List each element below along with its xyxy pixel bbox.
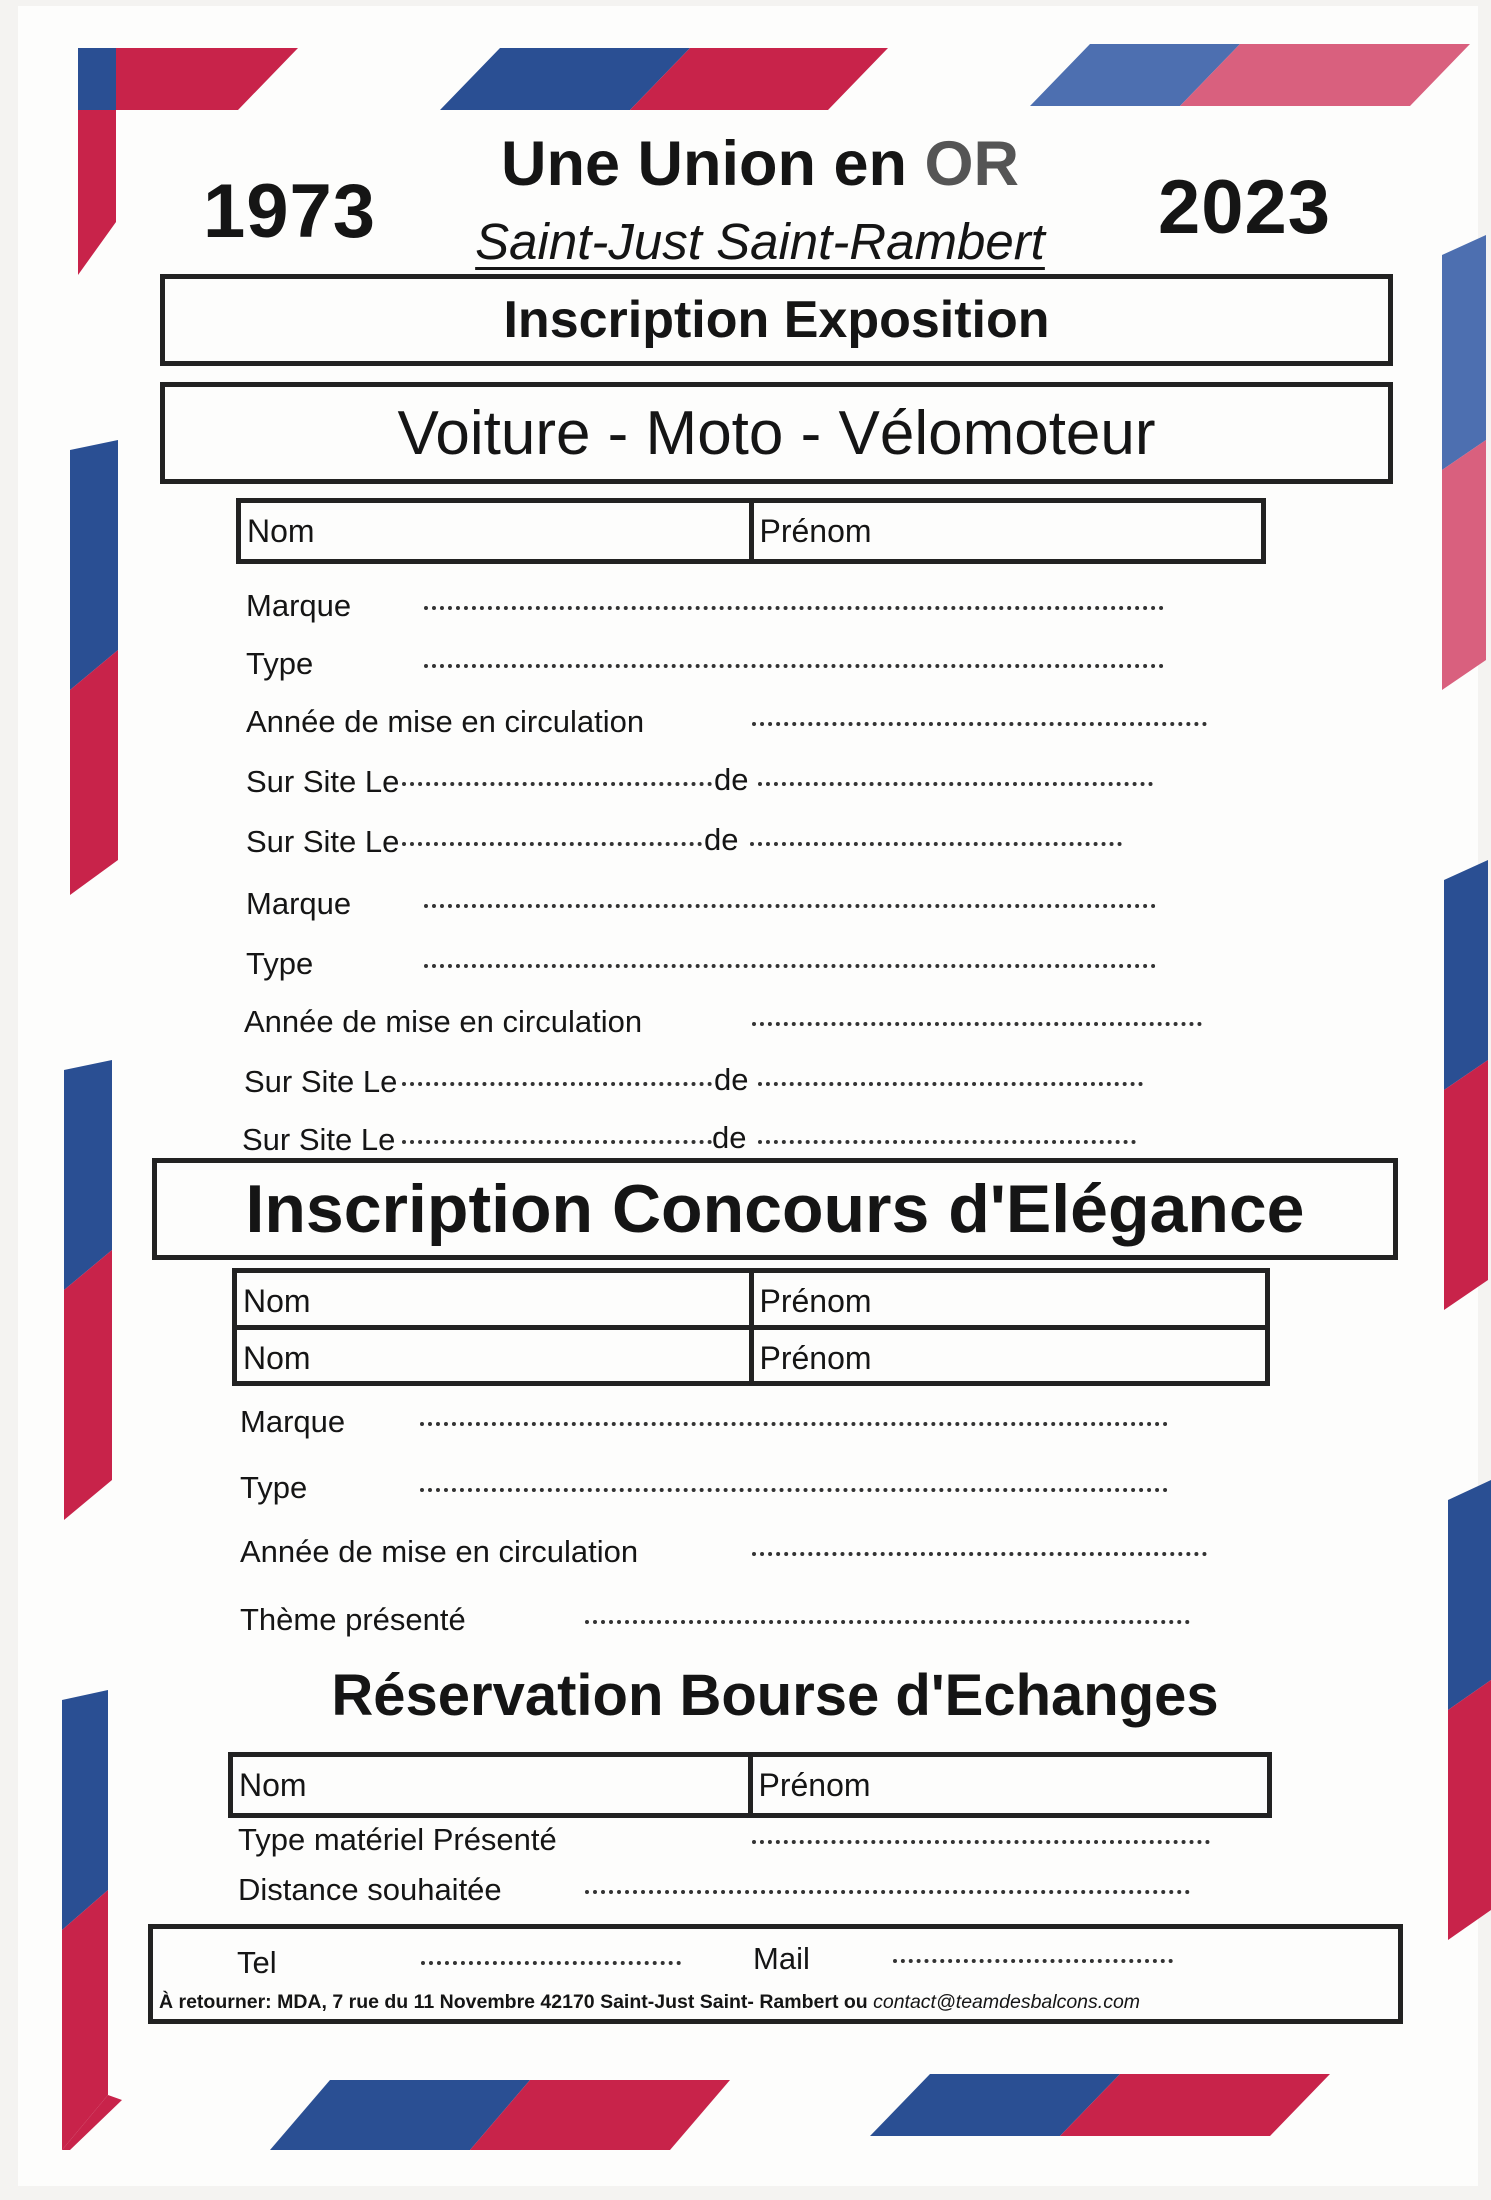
title-highlight: OR: [924, 129, 1019, 199]
annee-label: Année de mise en circulation: [244, 1004, 643, 1039]
concours-type-label: Type: [240, 1470, 308, 1505]
bourse-firstname-field[interactable]: [748, 1757, 1268, 1813]
materiel-label: Type matériel Présenté: [238, 1822, 557, 1857]
mail-input[interactable]: [893, 1959, 1173, 1963]
page-title: [370, 128, 1150, 200]
return-label: À retourner:: [159, 1991, 272, 2013]
concours-name-label: Nom: [243, 1339, 311, 1376]
bourse-title: Réservation Bourse d'Echanges: [331, 1663, 1219, 1728]
exposition-firstname-field[interactable]: [749, 503, 1262, 559]
distance-input[interactable]: [585, 1890, 1190, 1894]
marque-label: Marque: [246, 588, 352, 623]
concours-marque-input[interactable]: [420, 1422, 1168, 1426]
site-date-input-4[interactable]: [402, 1140, 712, 1144]
de-label: de: [714, 762, 749, 797]
concours-name-label: Nom: [243, 1283, 311, 1319]
vehicle-types: Voiture - Moto - Vélomoteur: [397, 398, 1156, 468]
bourse-name-row: [228, 1752, 1272, 1818]
tel-input[interactable]: [421, 1961, 681, 1965]
type-input-2[interactable]: [424, 964, 1156, 968]
start-year: 1973: [203, 169, 377, 254]
concours-names-table: [232, 1268, 1270, 1386]
bourse-name-field[interactable]: [233, 1757, 748, 1813]
marque-input-2[interactable]: [424, 904, 1156, 908]
exposition-name-label: Nom: [247, 513, 315, 549]
return-address: [159, 1991, 1140, 2014]
site-label: Sur Site Le: [242, 1122, 396, 1157]
site-from-input-2[interactable]: [750, 842, 1122, 846]
concours-firstname-field-2[interactable]: [749, 1330, 1266, 1382]
concours-theme-input[interactable]: [585, 1620, 1190, 1624]
bourse-firstname-label: Prénom: [758, 1767, 871, 1803]
concours-firstname-label: Prénom: [759, 1339, 872, 1376]
concours-name-field-1[interactable]: [237, 1273, 749, 1325]
site-date-input-2[interactable]: [402, 842, 702, 846]
site-label: Sur Site Le: [244, 1064, 398, 1099]
de-label: de: [704, 822, 739, 857]
site-date-input-1[interactable]: [402, 782, 712, 786]
address-text: MDA, 7 rue du 11 Novembre 42170 Saint-Just Saint- Rambert ou: [271, 1991, 874, 2013]
contact-email[interactable]: contact@teamdesbalcons.com: [873, 1991, 1141, 2013]
mail-label: Mail: [753, 1941, 810, 1976]
marque-input-1[interactable]: [424, 606, 1164, 610]
exposition-title-box: [160, 274, 1393, 366]
concours-title: Inscription Concours d'Elégance: [245, 1171, 1305, 1247]
exposition-name-row: [236, 498, 1266, 564]
type-label: Type: [246, 946, 314, 981]
materiel-input[interactable]: [752, 1840, 1210, 1844]
annee-input-1[interactable]: [752, 722, 1207, 726]
marque-label: Marque: [246, 886, 352, 921]
de-label: de: [712, 1120, 747, 1155]
concours-title-box: [152, 1158, 1398, 1260]
type-input-1[interactable]: [424, 664, 1164, 668]
concours-type-input[interactable]: [420, 1488, 1168, 1492]
tel-label: Tel: [237, 1945, 277, 1980]
concours-marque-label: Marque: [240, 1404, 346, 1439]
type-label: Type: [246, 646, 314, 681]
concours-annee-label: Année de mise en circulation: [240, 1534, 639, 1569]
site-from-input-3[interactable]: [758, 1082, 1143, 1086]
exposition-name-field[interactable]: [241, 503, 749, 559]
title-prefix: Une Union en: [501, 129, 925, 199]
site-label: Sur Site Le: [246, 824, 400, 859]
annee-label: Année de mise en circulation: [246, 704, 645, 739]
site-from-input-1[interactable]: [758, 782, 1153, 786]
exposition-title: Inscription Exposition: [503, 291, 1050, 349]
site-from-input-4[interactable]: [758, 1140, 1136, 1144]
page-subtitle: Saint-Just Saint-Rambert: [475, 213, 1045, 270]
exposition-firstname-label: Prénom: [759, 513, 872, 549]
concours-name-field-2[interactable]: [237, 1330, 749, 1382]
end-year: 2023: [1158, 165, 1332, 250]
site-date-input-3[interactable]: [402, 1082, 712, 1086]
contact-box: [148, 1924, 1403, 2024]
vehicle-types-box: [160, 382, 1393, 484]
annee-input-2[interactable]: [752, 1022, 1202, 1026]
concours-firstname-field-1[interactable]: [749, 1273, 1266, 1325]
site-label: Sur Site Le: [246, 764, 400, 799]
concours-annee-input[interactable]: [752, 1552, 1207, 1556]
distance-label: Distance souhaitée: [238, 1872, 502, 1907]
de-label: de: [714, 1062, 749, 1097]
concours-theme-label: Thème présenté: [240, 1602, 466, 1637]
concours-firstname-label: Prénom: [759, 1283, 872, 1319]
bourse-name-label: Nom: [239, 1767, 307, 1803]
